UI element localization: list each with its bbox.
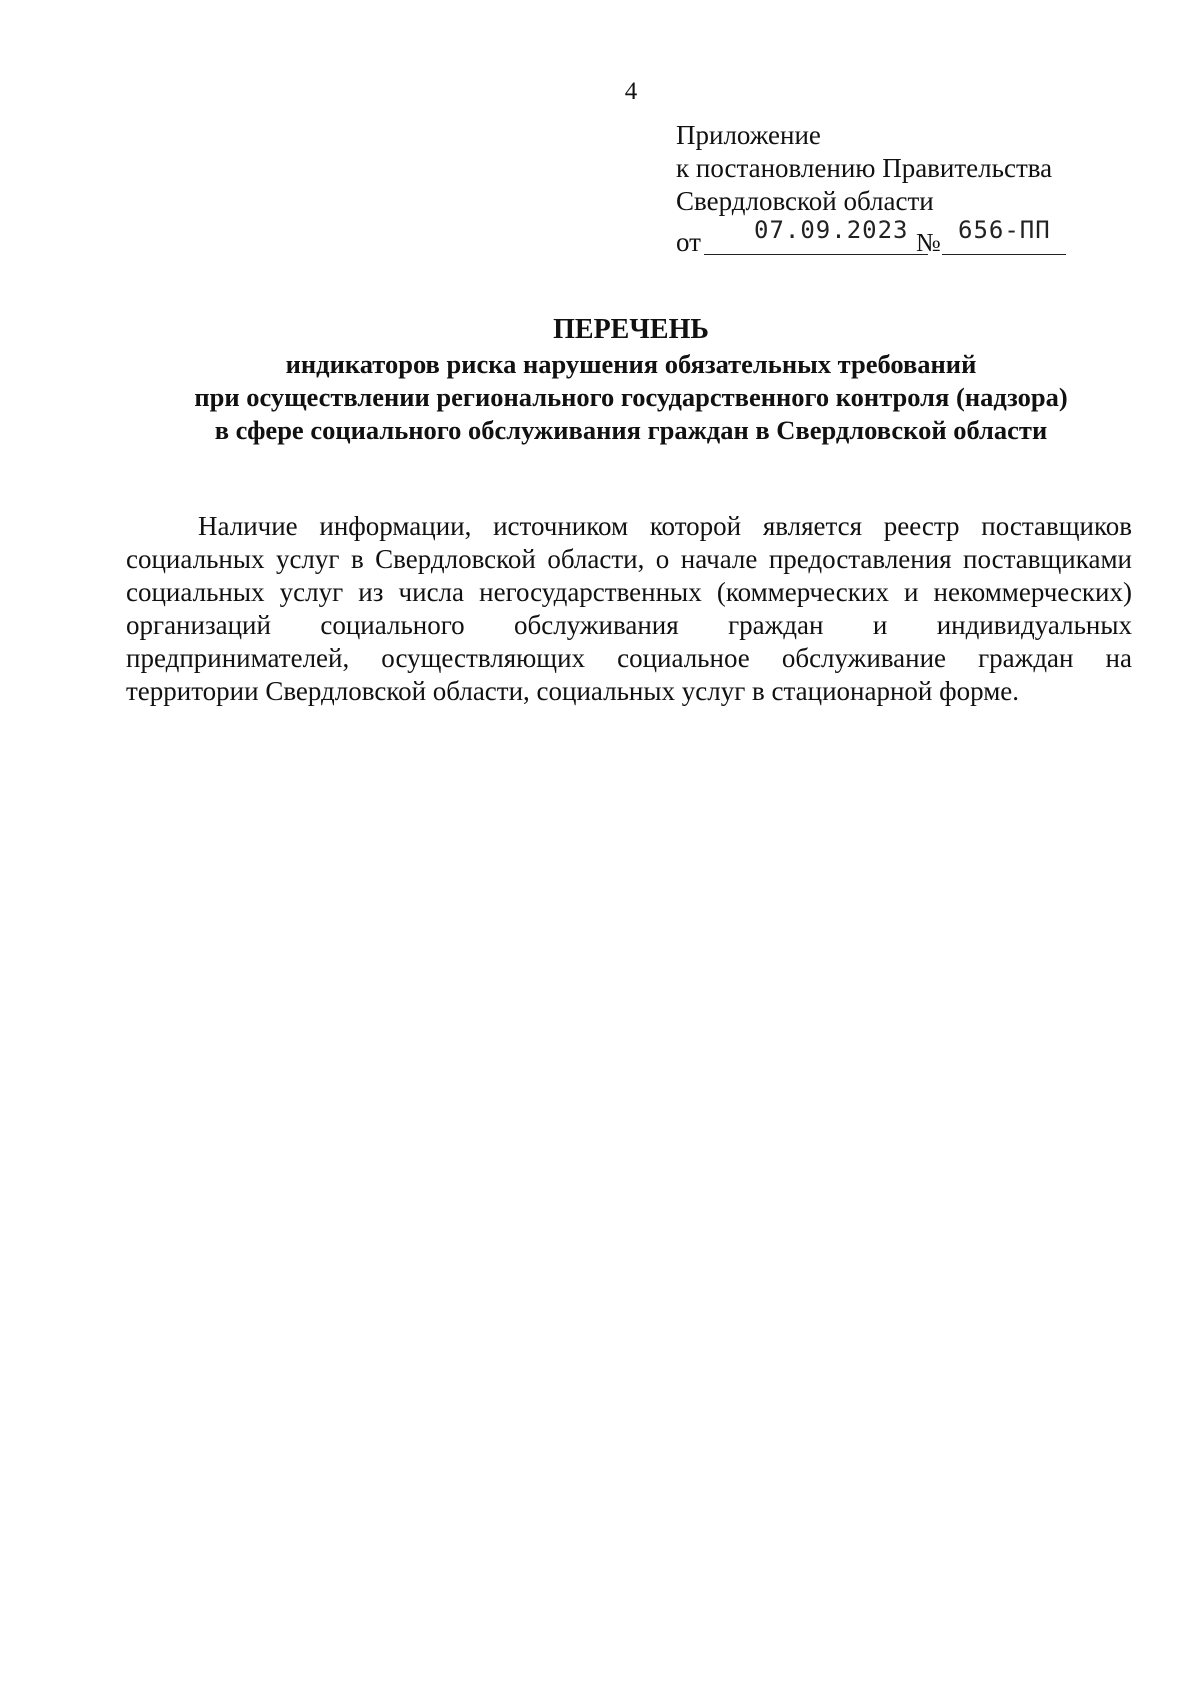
title-line-3: в сфере социального обслуживания граждан в Свердловской области [214, 415, 1048, 445]
date-stamp: 07.09.2023 [754, 216, 909, 244]
from-label: от [676, 227, 701, 257]
date-field [704, 218, 928, 255]
appendix-resolution-line: к постановлению Правительства [676, 153, 1053, 183]
page-number: 4 [624, 78, 638, 105]
appendix-label: Приложение [676, 120, 821, 150]
body-paragraph: Наличие информации, источником которой является реестр поставщиков социальных услуг в Свердловской области, о начале предоставления поставщиками социальных услуг из числа негосударственных (коммерческих и некоммерческих) организаций социального обслуживания граждан и индивидуальных предпринимателей, осуществляющих социальное обслуживание граждан на территории Свердловской области, социальных услуг в стационарной форме. [126, 511, 1132, 706]
title-line-2: при осуществлении регионального государственного контроля (надзора) [194, 382, 1068, 412]
number-stamp: 656-ПП [958, 216, 1051, 244]
number-field [942, 218, 1066, 255]
appendix-header [676, 119, 1053, 257]
appendix-region-line: Свердловской области [676, 186, 934, 216]
number-sign: № [916, 228, 940, 257]
appendix-reference-line [676, 216, 1052, 257]
title-line-1: индикаторов риска нарушения обязательных требований [285, 349, 977, 379]
document-title [0, 313, 1200, 447]
title-main: ПЕРЕЧЕНЬ [553, 314, 709, 345]
